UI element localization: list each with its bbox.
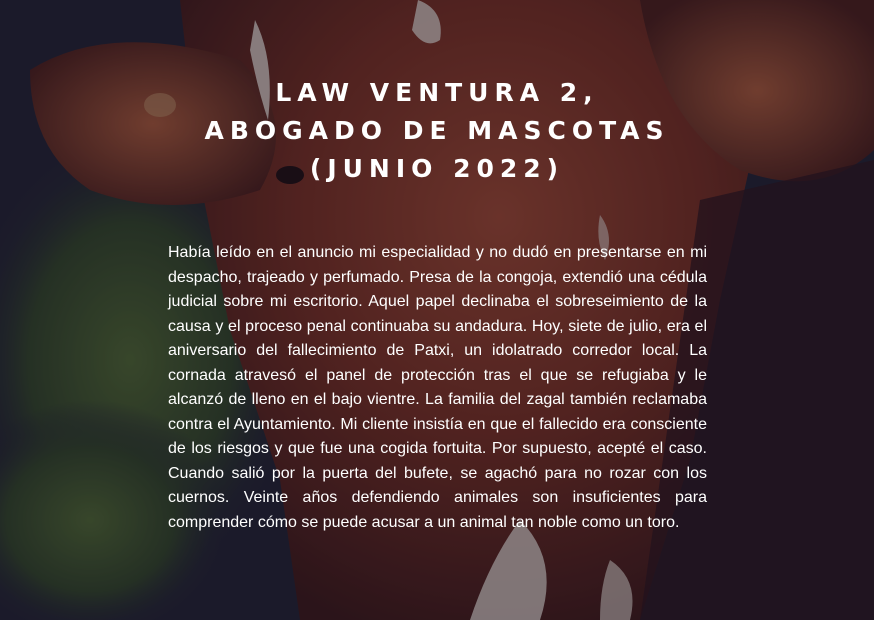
title-line-3: (JUNIO 2022) [309, 154, 565, 183]
story-paragraph: Había leído en el anuncio mi especialidad y no dudó en presentarse en mi despacho, trajeado y perfumado. Presa de la congoja, extendió una cédula judicial sobre mi escritorio. Aquel papel declinaba el sobreseimiento de la causa y el proceso penal continuaba su andadura. Hoy, siete de julio, era el aniversario del fallecimiento de Patxi, un idolatrado corredor local. La cornada atravesó el panel de protección tras el que se refugiaba y le alcanzó de lleno en el bajo vientre. La familia del zagal también reclamaba contra el Ayuntamiento. Mi cliente insistía en que el fallecido era consciente de los riesgos y que fue una cogida fortuita. Por supuesto, acepté el caso. Cuando salió por la puerta del bufete, se agachó para no rozar con los cuernos. Veinte años defendiendo animales son insuficientes para comprender cómo se puede acusar a un animal tan noble como un toro. [168, 244, 707, 531]
page-title [0, 74, 874, 188]
title-line-1: LAW VENTURA 2, [275, 78, 599, 107]
title-line-2: ABOGADO DE MASCOTAS [204, 116, 670, 145]
